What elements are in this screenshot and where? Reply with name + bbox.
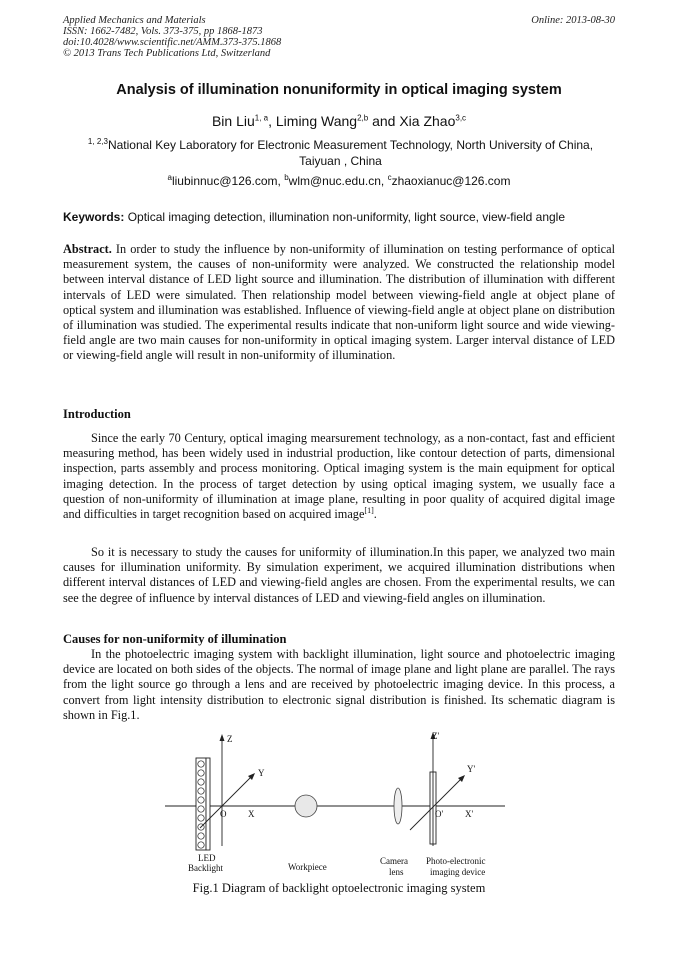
journal-header xyxy=(63,15,281,59)
axis-x-label: X xyxy=(248,809,255,819)
emails xyxy=(0,174,678,188)
online-date: Online: 2013-08-30 xyxy=(531,15,615,26)
axis-z2-label: Z' xyxy=(432,731,440,741)
axis-z-label: Z xyxy=(227,734,233,744)
copyright: © 2013 Trans Tech Publications Ltd, Switzerland xyxy=(63,48,271,59)
keywords-label: Keywords: xyxy=(63,210,125,224)
paper-title: Analysis of illumination nonuniformity in optical imaging system xyxy=(116,82,562,98)
led-7 xyxy=(198,815,204,821)
email-b-sup: b xyxy=(284,173,289,182)
introduction-heading: Introduction xyxy=(63,407,131,421)
email-a: liubinnuc@126.com, xyxy=(171,174,285,188)
led-2 xyxy=(198,770,204,776)
axis-y-label: Y xyxy=(258,768,265,778)
workpiece xyxy=(295,795,317,817)
led-1 xyxy=(198,761,204,767)
keywords-text: Optical imaging detection, illumination non-uniformity, light source, view-field angle xyxy=(124,210,566,224)
affiliation xyxy=(68,137,613,169)
affiliation-text: National Key Laboratory for Electronic Measurement Technology, North University of China, Taiyuan , China xyxy=(107,138,594,168)
email-c-sup: c xyxy=(387,173,392,182)
led-10 xyxy=(198,842,204,848)
led-9 xyxy=(198,833,204,839)
causes-heading: Causes for non-uniformity of illumination xyxy=(63,632,287,646)
axis-y2-label: Y' xyxy=(467,764,476,774)
affiliation-sup: 1, 2,3 xyxy=(87,137,108,146)
z-arrow xyxy=(220,734,225,741)
introduction-paragraph-1 xyxy=(63,431,615,522)
author-1-sup: 1, a xyxy=(254,113,269,123)
intro-p1-end: . xyxy=(373,507,377,522)
author-3-sup: 3,c xyxy=(455,113,467,123)
author-1: Bin Liu xyxy=(211,113,255,129)
camera-label-2: lens xyxy=(389,867,404,877)
device-label-2: imaging device xyxy=(430,867,486,877)
figure-1-diagram xyxy=(160,728,520,880)
citation-ref: [1] xyxy=(364,505,374,515)
email-a-sup: a xyxy=(167,173,172,182)
intro-p1-text: Since the early 70 Century, optical imaging mearsurement technology, as a non-contact, fast and efficient measuring method, has been widely used in industrial production, like contour detection of parts, dimensional inspection, parts assembly and process monitoring. Optical imaging system is the main equipment for optical imaging detection. In the process of target detection by using optical imaging system, we usually face a question of non-uniformity of illumination at image plane, resulting in poor quality of acquired digital image and difficulties in target recognition based on acquired image xyxy=(63,431,615,522)
device-label-1: Photo-electronic xyxy=(426,856,486,866)
author-2-sup: 2,b xyxy=(357,113,369,123)
issn: ISSN: 1662-7482, Vols. 373-375, pp 1868-1873 xyxy=(63,26,263,37)
led-label-1: LED xyxy=(198,853,216,863)
abstract xyxy=(63,242,615,364)
led-4 xyxy=(198,788,204,794)
abstract-label: Abstract. xyxy=(63,242,112,256)
email-c: zhaoxianuc@126.com xyxy=(391,174,511,188)
led-3 xyxy=(198,779,204,785)
email-b: wlm@nuc.edu.cn, xyxy=(288,174,388,188)
led-label-2: Backlight xyxy=(188,863,223,873)
introduction-paragraph-2: So it is necessary to study the causes for uniformity of illumination.In this paper, we analyzed two main causes for illumination uniformity. By simulation experiment, we acquired illumination distributions when different interval distances of LED and viewing-field angles are chosen. From the experimental results, we can see the degree of influence by interval distances of LED and viewing-field angles on illumination. xyxy=(63,545,615,605)
origin-label: O xyxy=(220,809,227,819)
workpiece-label: Workpiece xyxy=(288,862,327,872)
camera-lens xyxy=(394,788,402,824)
led-panel-edge xyxy=(206,758,210,850)
authors xyxy=(0,113,678,129)
origin2-label: O' xyxy=(435,809,444,819)
abstract-text: In order to study the influence by non-uniformity of illumination on testing performance of optical measurement system, the causes of non-uniformity were analyzed. We constructed the relationship model between interval distance of LED light source and illumination. The distribution of illumination with different intervals of LED were simulated. Then relationship model between viewing-field angle at object plane of optical system and illumination was established. Influence of viewing-field angle at object plane on distribution of illumination was studied. The experimental results indicate that non-uniform light source and wide viewing-field angle are two main causes for non-uniformity in optical imaging system. Larger interval distance of LED or viewing-field angle will result in non-uniformity of illumination. xyxy=(63,242,615,363)
led-5 xyxy=(198,797,204,803)
causes-paragraph: In the photoelectric imaging system with backlight illumination, light source and photoelectric imaging device are located on both sides of the objects. The normal of image plane and light plane are parallel. The rays from the light source go through a lens and are received by photoelectric imaging device. In this process, a convert from light intensity distribution to electronic signal distribution is finished. Its schematic diagram is shown in Fig.1. xyxy=(63,647,615,722)
led-6 xyxy=(198,806,204,812)
author-3: and Xia Zhao xyxy=(368,113,456,129)
axis-x2-label: X' xyxy=(465,809,474,819)
camera-label-1: Camera xyxy=(380,856,408,866)
author-2: , Liming Wang xyxy=(268,113,358,129)
keywords xyxy=(63,210,623,224)
doi: doi:10.4028/www.scientific.net/AMM.373-375.1868 xyxy=(63,37,282,48)
figure-caption: Fig.1 Diagram of backlight optoelectronic imaging system xyxy=(192,881,486,895)
journal-name: Applied Mechanics and Materials xyxy=(63,15,206,26)
